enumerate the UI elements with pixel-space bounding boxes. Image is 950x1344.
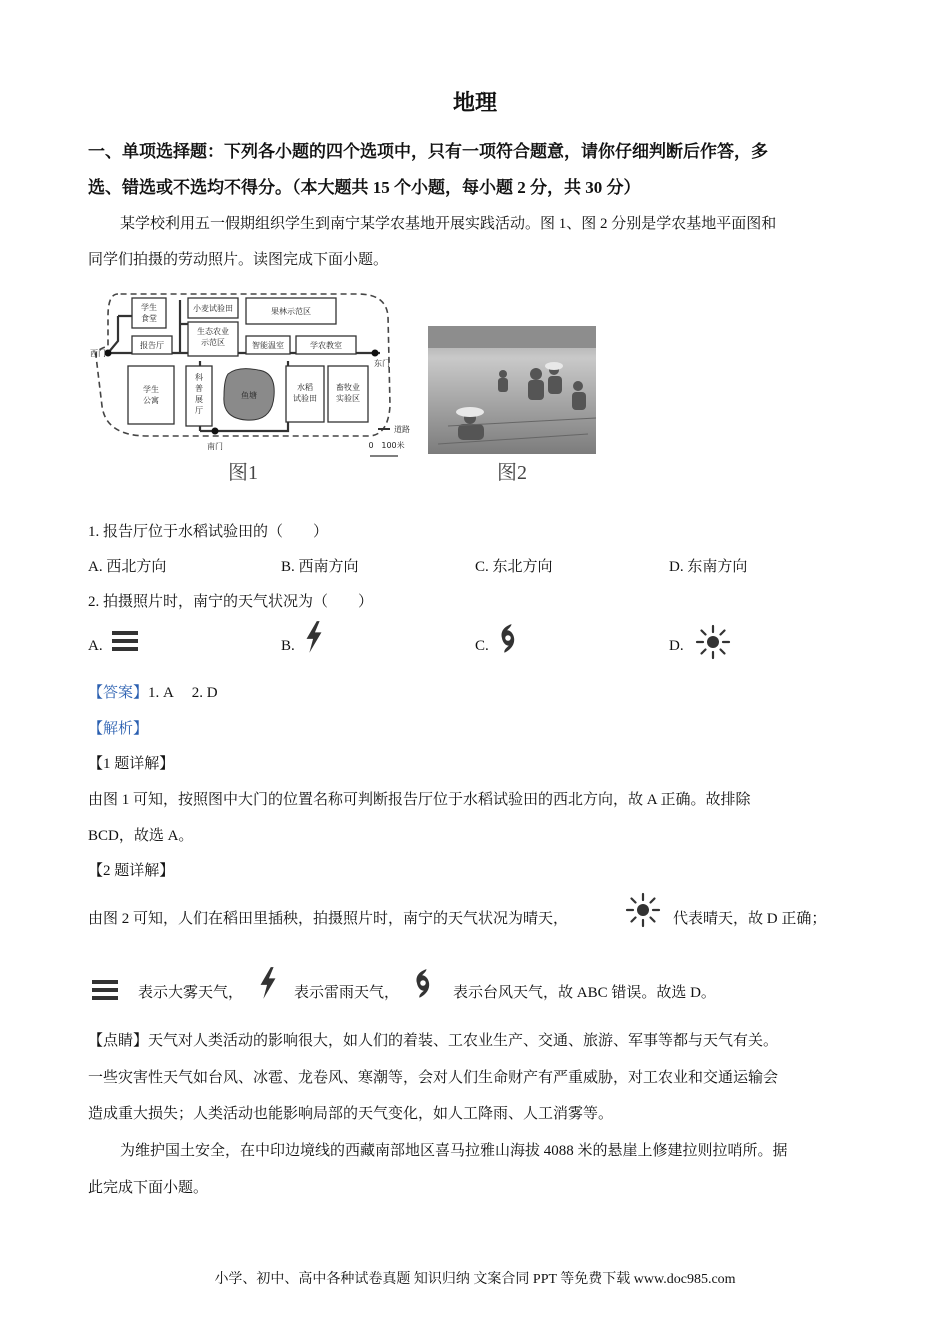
- detail-2-tag: 【2 题详解】: [88, 863, 175, 879]
- label-science-hall-1: 科: [195, 373, 203, 382]
- sun-icon: [695, 624, 731, 660]
- label-orchard: 果林示范区: [271, 307, 311, 316]
- detail-1-tag: 【1 题详解】: [88, 756, 175, 772]
- fog-icon: [110, 626, 140, 656]
- intro-line-1: 某学校利用五一假期组织学生到南宁某学农基地开展实践活动。图 1、图 2 分别是学农基地平面图和: [120, 216, 777, 232]
- label-rice-field-1: 水稻: [297, 383, 313, 392]
- sun-icon-inline: [625, 892, 661, 928]
- south-gate-marker: [212, 428, 219, 435]
- section-heading: [88, 134, 868, 206]
- next-intro-line-1: 为维护国土安全，在中印边境线的西藏南部地区喜马拉雅山海拔 4088 米的悬崖上修建拉则拉哨所。据: [120, 1143, 788, 1159]
- next-intro-line-2: 此完成下面小题。: [88, 1180, 209, 1196]
- comment-line-1: [88, 1023, 778, 1059]
- east-gate-marker: [372, 350, 379, 357]
- label-road-legend: 道路: [394, 425, 410, 434]
- label-science-hall-3: 展: [195, 395, 203, 404]
- label-small-plot: 小麦试验田: [193, 304, 233, 313]
- question-2-option-c[interactable]: [475, 638, 489, 655]
- label-livestock-2: 实验区: [336, 394, 360, 403]
- question-2-option-d[interactable]: [669, 638, 684, 655]
- question-1-option-a[interactable]: A. 西北方向: [88, 559, 167, 575]
- option-d-label: D.: [669, 638, 684, 654]
- label-eco-farm-2: 示范区: [201, 338, 225, 347]
- label-canteen-1: 学生: [141, 303, 157, 312]
- question-1-stem: 1. 报告厅位于水稻试验田的（ ）: [88, 524, 329, 540]
- label-smart-greenhouse: 智能温室: [252, 341, 284, 350]
- page-title: 地理: [452, 90, 497, 115]
- typhoon-icon-inline: [410, 965, 436, 1001]
- label-west-gate: 西门: [90, 349, 106, 358]
- option-b-label: B.: [281, 638, 295, 654]
- label-dorm-2: 公寓: [143, 396, 159, 405]
- question-2-option-b[interactable]: [281, 638, 295, 655]
- detail-1-line-2: BCD，故选 A。: [88, 828, 194, 844]
- label-pond: 鱼塘: [241, 391, 257, 400]
- detail-2-line-1a: 由图 2 可知，人们在稻田里插秧，拍摄照片时，南宁的天气状况为晴天，: [88, 911, 569, 927]
- typhoon-icon: [495, 620, 521, 656]
- section-heading-line-1: 一、单项选择题：下列各小题的四个选项中，只有一项符合题意，请你仔细判断后作答，多: [88, 142, 768, 161]
- comment-text-1: 天气对人类活动的影响很大，如人们的着装、工农业生产、交通、旅游、军事等都与天气有关。: [148, 1033, 779, 1049]
- label-east-gate: 东门: [374, 359, 390, 368]
- label-report-hall: 报告厅: [140, 341, 164, 350]
- lightning-icon: [300, 620, 328, 654]
- question-2-stem: 2. 拍摄照片时，南宁的天气状况为（ ）: [88, 594, 374, 610]
- detail-2-line-2b: 表示雷雨天气，: [294, 985, 400, 1001]
- field-photo: [428, 326, 596, 454]
- label-livestock-1: 畜牧业: [336, 383, 360, 392]
- figure-1-caption: 图1: [228, 462, 258, 484]
- question-1-option-b[interactable]: B. 西南方向: [281, 559, 359, 575]
- label-south-gate: 南门: [207, 442, 223, 451]
- intro-line-2: 同学们拍摄的劳动照片。读图完成下面小题。: [88, 252, 389, 268]
- page-footer: 小学、初中、高中各种试卷真题 知识归纳 文案合同 PPT 等免费下载 www.doc985.com: [214, 1272, 736, 1287]
- dorm-block: [128, 366, 174, 424]
- label-classroom: 学农教室: [310, 341, 342, 350]
- fog-icon-inline: [90, 975, 120, 1005]
- question-1-option-c[interactable]: C. 东北方向: [475, 559, 553, 575]
- label-dorm-1: 学生: [143, 385, 159, 394]
- label-scale-length: 100米: [381, 441, 405, 450]
- label-rice-field-2: 试验田: [293, 394, 317, 403]
- label-scale-zero: 0: [368, 441, 374, 450]
- figure-2-caption: 图2: [497, 462, 527, 484]
- detail-2-line-1b: 代表晴天，故 D 正确；: [673, 911, 827, 927]
- option-c-label: C.: [475, 638, 489, 654]
- label-science-hall-4: 厅: [195, 406, 203, 415]
- label-eco-farm-1: 生态农业: [197, 327, 229, 336]
- detail-2-line-2a: 表示大雾天气，: [138, 985, 244, 1001]
- question-1-option-d[interactable]: D. 东南方向: [669, 559, 748, 575]
- detail-2-line-2c: 表示台风天气，故 ABC 错误。故选 D。: [453, 985, 716, 1001]
- lightning-icon-inline: [254, 966, 282, 1000]
- answer-line: [88, 675, 218, 711]
- analysis-tag: 【解析】: [88, 721, 149, 737]
- label-science-hall-2: 普: [195, 384, 203, 393]
- answer-text: 1. A 2. D: [148, 685, 218, 701]
- section-heading-line-2: 选、错选或不选均不得分。（本大题共 15 个小题，每小题 2 分，共 30 分）: [88, 178, 641, 197]
- comment-tag: 【点睛】: [88, 1033, 149, 1049]
- comment-line-3: 造成重大损失；人类活动也能影响局部的天气变化，如人工降雨、人工消雾等。: [88, 1106, 614, 1122]
- label-canteen-2: 食堂: [141, 314, 157, 323]
- comment-line-2: 一些灾害性天气如台风、冰雹、龙卷风、寒潮等，会对人们生命财产有严重威胁，对工农业和交通运输会: [88, 1070, 779, 1086]
- answer-tag: 【答案】: [88, 685, 149, 701]
- question-2-option-a[interactable]: [88, 638, 103, 655]
- detail-1-line-1: 由图 1 可知，按照图中大门的位置名称可判断报告厅位于水稻试验田的西北方向，故 A 正确。故排除: [88, 792, 751, 808]
- option-a-label: A.: [88, 638, 103, 654]
